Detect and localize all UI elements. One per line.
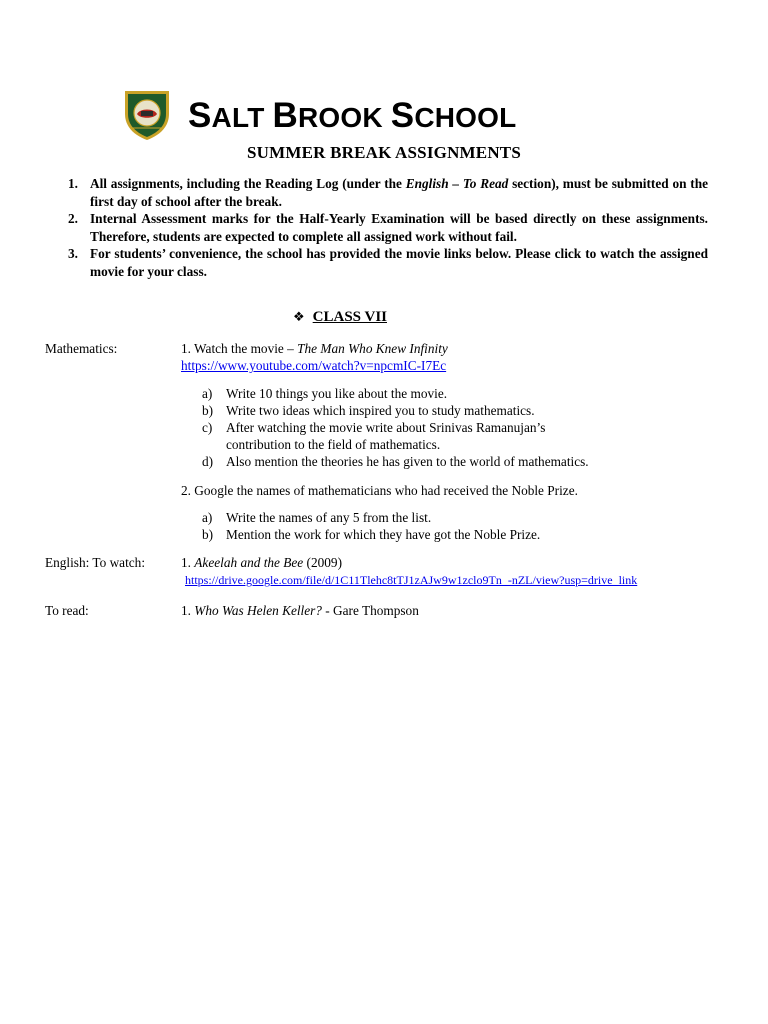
math-movie-link-row	[181, 357, 446, 374]
english-read-item	[181, 602, 419, 619]
english-watch-item-number: 1.	[181, 555, 195, 570]
class-heading	[293, 309, 387, 326]
english-movie-link[interactable]: https://drive.google.com/file/d/1C11Tlehc8tTJ1zAJw9w1zclo9Tn_-nZL/view?usp=drive_link	[185, 573, 638, 587]
math-movie-link[interactable]: https://www.youtube.com/watch?v=npcmIC-I7Ec	[181, 358, 447, 373]
rule-text: Internal Assessment marks for the Half-Yearly Examination will be based directly on these assignments. Therefore, students are expected to complete all assigned work without fail.	[90, 211, 708, 244]
diamond-bullet-icon: ❖	[293, 310, 305, 325]
rule-item	[64, 245, 708, 280]
book-title: Who Was Helen Keller?	[194, 603, 322, 618]
math-item-2-tasks	[202, 509, 682, 543]
school-name-initial-2: B	[272, 96, 298, 135]
rule-item	[64, 175, 708, 210]
school-name	[188, 96, 516, 136]
list-item-text: Also mention the theories he has given to the world of mathematics.	[226, 454, 589, 469]
list-marker: b)	[202, 527, 214, 542]
list-marker: a)	[202, 510, 213, 525]
school-name-word-1: ALT	[211, 102, 265, 133]
school-name-initial-1: S	[188, 96, 212, 135]
list-marker: d)	[202, 454, 214, 469]
english-movie-title: Akeelah and the Bee	[194, 555, 304, 570]
rule-number: 3.	[68, 246, 78, 261]
school-crest-icon	[122, 88, 172, 142]
math-item-1-tasks	[202, 385, 682, 470]
rule-number: 1.	[68, 176, 78, 191]
rule-number: 2.	[68, 211, 78, 226]
list-item-text: Write 10 things you like about the movie.	[226, 386, 448, 401]
list-item-text: After watching the movie write about Srinivas Ramanujan’s contribution to the field of mathematics.	[226, 420, 546, 452]
list-marker: c)	[202, 420, 213, 435]
document-subtitle: SUMMER BREAK ASSIGNMENTS	[246, 143, 521, 162]
rule-text: All assignments, including the Reading Log (under the	[90, 176, 406, 191]
english-read-item-number: 1.	[181, 603, 195, 618]
list-item	[202, 453, 682, 470]
school-name-word-3: CHOOL	[414, 102, 517, 133]
math-item-1	[181, 340, 448, 357]
school-name-word-2: ROOK	[297, 102, 383, 133]
english-read-label: To read:	[45, 603, 89, 618]
math-item-1-prefix: 1. Watch the movie –	[181, 341, 298, 356]
list-item-text: Write two ideas which inspired you to study mathematics.	[226, 403, 535, 418]
mathematics-label: Mathematics:	[45, 341, 118, 356]
document-header	[122, 88, 642, 148]
list-item	[202, 385, 682, 402]
list-item-text: Write the names of any 5 from the list.	[226, 510, 432, 525]
english-watch-label: English: To watch:	[45, 555, 146, 570]
list-marker: a)	[202, 386, 213, 401]
english-movie-year: (2009)	[303, 555, 342, 570]
rule-text: For students’ convenience, the school has provided the movie links below. Please click to watch the assigned movie for your class.	[90, 246, 708, 279]
list-marker: b)	[202, 403, 214, 418]
rule-text-italic: English – To Read	[405, 176, 509, 191]
list-item	[202, 419, 596, 453]
list-item-text: Mention the work for which they have got the Noble Prize.	[226, 527, 541, 542]
rule-item	[64, 210, 708, 245]
book-author: - Gare Thompson	[321, 603, 419, 618]
english-watch-item	[181, 554, 342, 571]
rule-text: section), must be submitted on the first day of school after the break.	[90, 176, 709, 209]
rules-list	[64, 175, 708, 280]
list-item	[202, 509, 682, 526]
list-item	[202, 402, 682, 419]
school-name-initial-3: S	[390, 96, 415, 135]
list-item	[202, 526, 682, 543]
math-movie-title: The Man Who Knew Infinity	[297, 341, 448, 356]
math-item-2: 2. Google the names of mathematicians who had received the Noble Prize.	[181, 483, 578, 498]
class-heading-label: CLASS VII	[312, 309, 387, 325]
english-movie-link-row	[185, 571, 637, 589]
